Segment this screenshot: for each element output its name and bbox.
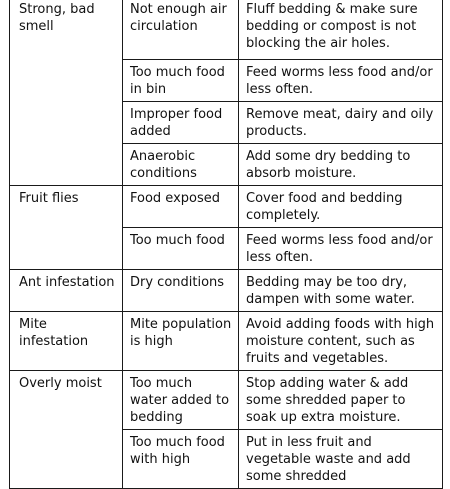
- solution-cell: Add some dry bedding to absorb moisture.: [239, 144, 443, 186]
- table-row: [10, 270, 443, 312]
- table-row: [10, 312, 443, 371]
- cause-cell: Mite population is high: [123, 312, 239, 371]
- solution-cell: Put in less fruit and vegetable waste and add some shredded: [239, 430, 443, 489]
- solution-cell: Cover food and bedding completely.: [239, 186, 443, 228]
- problem-cell: Overly moist: [10, 371, 123, 489]
- solution-cell: Fluff bedding & make sure bedding or compost is not blocking the air holes.: [239, 0, 443, 60]
- solution-cell: Feed worms less food and/or less often.: [239, 60, 443, 102]
- problem-cell: Fruit flies: [10, 186, 123, 270]
- cause-cell: Too much food with high: [123, 430, 239, 489]
- table-row: [10, 0, 443, 60]
- solution-cell: Bedding may be too dry, dampen with some water.: [239, 270, 443, 312]
- solution-cell: Feed worms less food and/or less often.: [239, 228, 443, 270]
- solution-cell: Stop adding water & add some shredded paper to soak up extra moisture.: [239, 371, 443, 430]
- cause-cell: Food exposed: [123, 186, 239, 228]
- table-row: [10, 371, 443, 430]
- troubleshooting-table: [9, 0, 443, 489]
- cause-cell: Too much water added to bedding: [123, 371, 239, 430]
- problem-cell: Strong, bad smell: [10, 0, 123, 186]
- table-row: [10, 186, 443, 228]
- problem-cell: Ant infestation: [10, 270, 123, 312]
- table-body: [10, 0, 443, 489]
- cause-cell: Dry conditions: [123, 270, 239, 312]
- solution-cell: Avoid adding foods with high moisture content, such as fruits and vegetables.: [239, 312, 443, 371]
- cause-cell: Too much food in bin: [123, 60, 239, 102]
- cause-cell: Too much food: [123, 228, 239, 270]
- problem-cell: Mite infestation: [10, 312, 123, 371]
- cause-cell: Anaerobic conditions: [123, 144, 239, 186]
- solution-cell: Remove meat, dairy and oily products.: [239, 102, 443, 144]
- cause-cell: Improper food added: [123, 102, 239, 144]
- cause-cell: Not enough air circulation: [123, 0, 239, 60]
